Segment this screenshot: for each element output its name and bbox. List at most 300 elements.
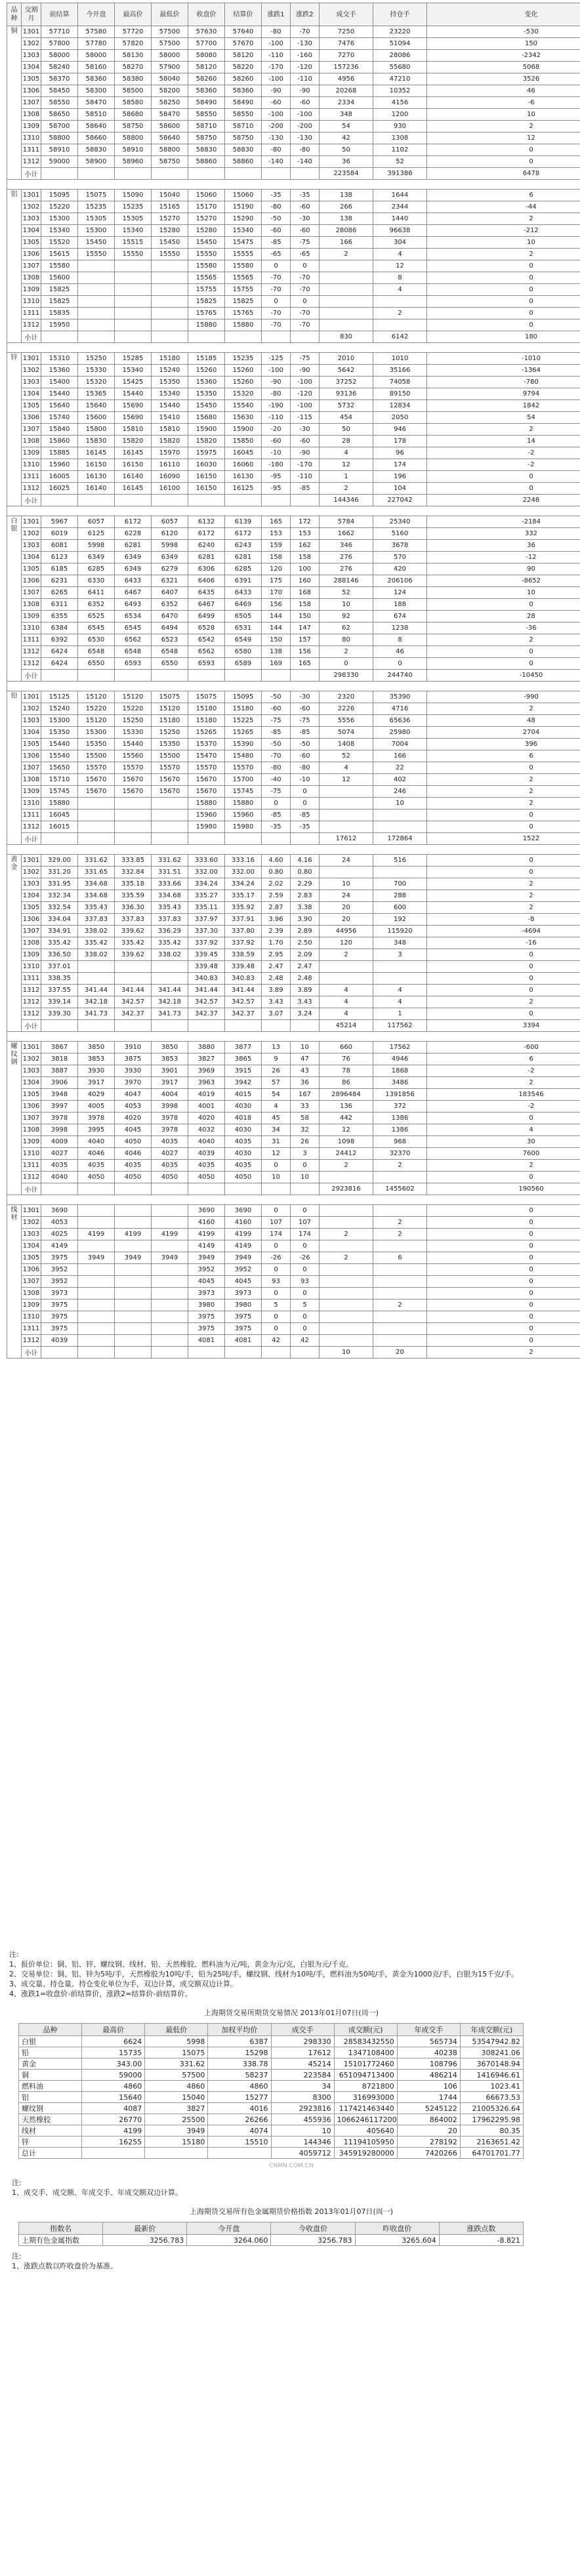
quote-cell: 4 xyxy=(320,996,373,1008)
quote-cell: 335.92 xyxy=(225,902,262,914)
quote-cell: 172 xyxy=(291,516,320,528)
quote-cell: 1312 xyxy=(22,483,41,495)
quote-row xyxy=(7,658,580,670)
quote-cell: 336.30 xyxy=(115,902,152,914)
quote-cell: 15170 xyxy=(188,201,225,213)
summary-cell: 黄金 xyxy=(19,2058,82,2070)
quote-cell: 342.18 xyxy=(78,996,115,1008)
quote-cell: 2.50 xyxy=(291,937,320,949)
quote-cell: 339.30 xyxy=(41,1008,78,1020)
summary-cell: 铜 xyxy=(19,2070,82,2081)
quote-cell: 10 xyxy=(427,237,580,249)
col-header: 收盘价 xyxy=(188,3,225,26)
quote-cell: 57 xyxy=(262,1077,291,1089)
summary-row xyxy=(19,2136,524,2148)
quote-cell xyxy=(115,973,152,985)
quote-cell: -200 xyxy=(262,121,291,133)
quote-cell: 32370 xyxy=(373,1148,427,1160)
quote-cell: -30 xyxy=(291,424,320,436)
quote-cell: 1307 xyxy=(22,926,41,937)
quote-cell: 4004 xyxy=(152,1089,188,1101)
quote-cell: 13 xyxy=(262,1042,291,1053)
quote-cell: 1305 xyxy=(22,739,41,750)
quote-cell: 5967 xyxy=(41,516,78,528)
quote-cell: 0 xyxy=(262,1323,291,1335)
quote-cell: 2334 xyxy=(320,97,373,109)
quote-cell xyxy=(115,809,152,821)
quote-cell: 0 xyxy=(427,483,580,495)
summary-cell: 3670148.94 xyxy=(460,2058,523,2070)
summary-row xyxy=(19,2092,524,2103)
quote-cell: 20 xyxy=(320,914,373,926)
quote-cell: 15350 xyxy=(188,388,225,400)
quote-cell: 16140 xyxy=(115,471,152,483)
quote-cell: 2.02 xyxy=(262,878,291,890)
quote-cell: 58080 xyxy=(188,50,225,62)
quote-cell: 333.16 xyxy=(225,855,262,867)
quote-row xyxy=(7,867,580,878)
quote-cell: -100 xyxy=(262,365,291,377)
quote-cell: 342.37 xyxy=(225,1008,262,1020)
quote-cell: 0 xyxy=(291,1264,320,1276)
quote-cell: 15350 xyxy=(152,739,188,750)
quote-cell: 89150 xyxy=(373,388,427,400)
quote-cell: 1312 xyxy=(22,658,41,670)
quote-cell: 15300 xyxy=(41,213,78,225)
quote-cell: 6470 xyxy=(152,611,188,623)
quote-cell: 1309 xyxy=(22,1299,41,1311)
summary-cell: 15510 xyxy=(208,2136,271,2148)
quote-cell: 15550 xyxy=(152,249,188,260)
quote-row xyxy=(7,50,580,62)
quote-cell: 3.96 xyxy=(262,914,291,926)
quote-cell: 2 xyxy=(373,1229,427,1240)
quote-cell: 4050 xyxy=(152,1172,188,1183)
quote-cell xyxy=(115,1335,152,1347)
summary-cell: 燃料油 xyxy=(19,2081,82,2092)
quote-cell: 15500 xyxy=(152,750,188,762)
quote-cell: 1303 xyxy=(22,1229,41,1240)
quote-cell: 372 xyxy=(373,1101,427,1113)
product-name: 铝 xyxy=(7,190,22,343)
quote-cell: 5556 xyxy=(320,715,373,727)
quote-row xyxy=(7,1089,580,1101)
quote-cell: 15580 xyxy=(41,260,78,272)
quote-cell: 4029 xyxy=(78,1089,115,1101)
quote-cell: -140 xyxy=(262,156,291,168)
quote-cell: 16025 xyxy=(41,483,78,495)
quote-row xyxy=(7,1042,580,1053)
quote-cell: 3978 xyxy=(152,1124,188,1136)
quote-cell: 1304 xyxy=(22,890,41,902)
subtotal-cell xyxy=(41,168,78,180)
quote-cell xyxy=(152,1288,188,1299)
quote-cell: -70 xyxy=(262,750,291,762)
quote-cell: 35166 xyxy=(373,365,427,377)
quote-cell: 15970 xyxy=(152,447,188,459)
quote-cell xyxy=(373,1172,427,1183)
quote-cell: 15180 xyxy=(152,715,188,727)
subtotal-row xyxy=(7,168,580,180)
quote-cell: 169 xyxy=(262,658,291,670)
quote-row xyxy=(7,213,580,225)
quote-cell: 57640 xyxy=(225,26,262,38)
quote-cell: 15270 xyxy=(188,213,225,225)
quote-cell: -100 xyxy=(291,400,320,412)
quote-cell: 4.16 xyxy=(291,855,320,867)
quote-cell: 266 xyxy=(320,201,373,213)
quote-cell: 0 xyxy=(291,1205,320,1217)
summary-cell: 8721800 xyxy=(334,2081,397,2092)
quote-cell: 48 xyxy=(427,715,580,727)
quote-cell: 2050 xyxy=(373,412,427,424)
quote-cell: 335.27 xyxy=(188,890,225,902)
summary-cell: 343.00 xyxy=(82,2058,145,2070)
quote-cell: 1304 xyxy=(22,727,41,739)
quote-cell: 6493 xyxy=(115,599,152,611)
quote-row xyxy=(7,1311,580,1323)
quote-row xyxy=(7,225,580,237)
quote-cell: 5784 xyxy=(320,516,373,528)
quote-cell: 1309 xyxy=(22,1136,41,1148)
quote-cell: 15185 xyxy=(188,353,225,365)
subtotal-cell xyxy=(78,833,115,845)
quote-row xyxy=(7,575,580,587)
summary-cell: 4059712 xyxy=(271,2148,334,2159)
quote-cell: 4 xyxy=(320,985,373,996)
summary-cell: 4860 xyxy=(82,2081,145,2092)
quote-cell: 1306 xyxy=(22,914,41,926)
quote-cell: 337.55 xyxy=(41,985,78,996)
quote-cell xyxy=(152,1264,188,1276)
quote-cell: 1307 xyxy=(22,97,41,109)
quote-cell: 15900 xyxy=(188,424,225,436)
quote-cell: 674 xyxy=(373,611,427,623)
quote-cell: 2 xyxy=(427,878,580,890)
quote-cell xyxy=(320,786,373,798)
quote-cell: 4081 xyxy=(225,1335,262,1347)
quote-cell: 1302 xyxy=(22,1217,41,1229)
subtotal-cell xyxy=(115,1347,152,1359)
quote-row xyxy=(7,365,580,377)
quote-cell: -2184 xyxy=(427,516,580,528)
quote-cell: 30 xyxy=(427,1136,580,1148)
quote-cell: 4946 xyxy=(373,1053,427,1065)
quote-cell xyxy=(320,1172,373,1183)
quote-cell: 1311 xyxy=(22,471,41,483)
quote-cell: 58240 xyxy=(41,62,78,73)
quote-cell: 1305 xyxy=(22,73,41,85)
quote-cell: 0 xyxy=(427,973,580,985)
index-cell: 3256.783 xyxy=(103,2235,187,2246)
subtotal-cell xyxy=(41,670,78,682)
quote-cell: 15755 xyxy=(225,284,262,296)
quote-cell: 58750 xyxy=(225,133,262,144)
quote-cell: 341.44 xyxy=(188,985,225,996)
quote-cell: 0 xyxy=(427,1335,580,1347)
summary-cell: 2923816 xyxy=(271,2103,334,2114)
quote-cell: 12 xyxy=(262,1148,291,1160)
quote-cell: 3867 xyxy=(41,1042,78,1053)
quote-cell: 10 xyxy=(320,878,373,890)
quote-cell xyxy=(78,319,115,331)
quote-row xyxy=(7,623,580,634)
quote-cell: 335.59 xyxy=(115,890,152,902)
quote-cell: 15700 xyxy=(225,774,262,786)
quote-cell: 0 xyxy=(427,961,580,973)
quote-cell: 6306 xyxy=(188,563,225,575)
quote-cell: 96 xyxy=(373,447,427,459)
quote-cell: 58860 xyxy=(225,156,262,168)
quote-cell: -60 xyxy=(262,436,291,447)
quote-cell: 1310 xyxy=(22,798,41,809)
quote-cell: 1302 xyxy=(22,1053,41,1065)
quote-cell: 16005 xyxy=(41,471,78,483)
quote-cell: 2 xyxy=(427,890,580,902)
quote-cell xyxy=(152,319,188,331)
quote-cell: -75 xyxy=(291,237,320,249)
quote-cell: 337.83 xyxy=(78,914,115,926)
quote-cell: -80 xyxy=(291,762,320,774)
subtotal-cell: 3394 xyxy=(427,1020,580,1032)
quote-cell: 3952 xyxy=(225,1264,262,1276)
quote-cell: 2.09 xyxy=(291,949,320,961)
quote-cell: 6530 xyxy=(78,634,115,646)
quote-cell: 15220 xyxy=(78,703,115,715)
quote-cell: 2.59 xyxy=(262,890,291,902)
quote-cell: 1302 xyxy=(22,201,41,213)
quote-cell: 16145 xyxy=(115,483,152,495)
summary-cell: 4860 xyxy=(145,2081,208,2092)
subtotal-cell xyxy=(41,1020,78,1032)
quote-cell: 3.90 xyxy=(291,914,320,926)
subtotal-cell xyxy=(41,833,78,845)
quote-row xyxy=(7,1299,580,1311)
quote-cell: 5 xyxy=(291,1299,320,1311)
quote-cell xyxy=(373,961,427,973)
quote-cell: 4035 xyxy=(115,1160,152,1172)
quote-cell: 335.42 xyxy=(78,937,115,949)
quote-cell xyxy=(373,1240,427,1252)
subtotal-cell xyxy=(262,168,291,180)
quote-row xyxy=(7,961,580,973)
quote-cell: 15360 xyxy=(41,365,78,377)
quote-cell: -90 xyxy=(262,377,291,388)
quote-cell: 3901 xyxy=(152,1065,188,1077)
quote-cell: -70 xyxy=(262,308,291,319)
quote-cell: 1305 xyxy=(22,1089,41,1101)
quote-cell: 946 xyxy=(373,424,427,436)
quote-cell: 28 xyxy=(320,436,373,447)
quote-cell: 92 xyxy=(320,611,373,623)
quote-row xyxy=(7,786,580,798)
quote-cell: 4035 xyxy=(152,1136,188,1148)
quote-cell: 104 xyxy=(373,483,427,495)
summary-cell: 2163651.42 xyxy=(460,2136,523,2148)
quote-cell: 52 xyxy=(320,587,373,599)
subtotal-cell xyxy=(262,1183,291,1195)
quote-cell: 4030 xyxy=(225,1101,262,1113)
quote-cell: 0 xyxy=(427,1288,580,1299)
futures-quote-table xyxy=(7,3,580,1359)
quote-cell: 2 xyxy=(373,1217,427,1229)
quote-cell: 1303 xyxy=(22,377,41,388)
quote-cell: 15075 xyxy=(78,190,115,201)
quote-row xyxy=(7,949,580,961)
quote-cell: 12834 xyxy=(373,400,427,412)
quote-cell: 4.60 xyxy=(262,855,291,867)
quote-cell: 28086 xyxy=(320,225,373,237)
quote-cell: 16150 xyxy=(188,471,225,483)
quote-row xyxy=(7,121,580,133)
quote-cell: 58360 xyxy=(78,73,115,85)
block-separator xyxy=(7,1195,580,1205)
quote-cell: 57500 xyxy=(152,26,188,38)
summary-col-header: 最高价 xyxy=(82,2024,145,2036)
quote-cell: 4032 xyxy=(188,1124,225,1136)
quote-cell: 1312 xyxy=(22,156,41,168)
quote-cell: 15300 xyxy=(78,225,115,237)
index-col-header: 今开盘 xyxy=(187,2222,271,2235)
quote-cell: 93136 xyxy=(320,388,373,400)
quote-cell: 1200 xyxy=(373,109,427,121)
separator-cell xyxy=(7,845,580,855)
quote-cell: 15425 xyxy=(115,377,152,388)
quote-cell: -130 xyxy=(291,133,320,144)
quote-cell: 1310 xyxy=(22,1148,41,1160)
quote-cell: 15670 xyxy=(115,786,152,798)
block-separator xyxy=(7,506,580,516)
quote-cell: 6548 xyxy=(115,646,152,658)
quote-cell: 58800 xyxy=(152,144,188,156)
quote-cell: -10 xyxy=(262,447,291,459)
block-separator xyxy=(7,180,580,190)
quote-cell: 6321 xyxy=(152,575,188,587)
quote-cell: 2704 xyxy=(427,727,580,739)
summary-cell: 108796 xyxy=(397,2058,460,2070)
quote-row xyxy=(7,319,580,331)
quote-cell: 15075 xyxy=(152,691,188,703)
summary-cell: 651094713400 xyxy=(334,2070,397,2081)
quote-cell xyxy=(78,809,115,821)
quote-cell: 165 xyxy=(262,516,291,528)
quote-cell: 0 xyxy=(262,1288,291,1299)
quote-cell: 341.44 xyxy=(152,985,188,996)
quote-row xyxy=(7,1008,580,1020)
quote-cell: -140 xyxy=(291,156,320,168)
quote-cell: 58800 xyxy=(115,133,152,144)
quote-cell: 15220 xyxy=(41,201,78,213)
quote-cell xyxy=(373,867,427,878)
quote-row xyxy=(7,996,580,1008)
quote-cell: 58 xyxy=(291,1113,320,1124)
quote-cell: 3975 xyxy=(225,1311,262,1323)
quote-cell xyxy=(78,1288,115,1299)
quote-cell: -100 xyxy=(262,73,291,85)
subtotal-cell: 144346 xyxy=(320,495,373,506)
quote-cell: 15800 xyxy=(78,424,115,436)
quote-cell: 58900 xyxy=(78,156,115,168)
quote-cell: 50 xyxy=(320,424,373,436)
quote-cell xyxy=(78,1299,115,1311)
subtotal-cell xyxy=(152,1347,188,1359)
quote-cell: 346 xyxy=(320,540,373,552)
quote-cell xyxy=(152,260,188,272)
summary-cell: 21005326.64 xyxy=(460,2103,523,2114)
quote-cell: 1309 xyxy=(22,611,41,623)
quote-cell: 6593 xyxy=(115,658,152,670)
quote-cell xyxy=(320,1264,373,1276)
quote-row xyxy=(7,1229,580,1240)
quote-cell: 58470 xyxy=(152,109,188,121)
quote-cell: 15570 xyxy=(78,762,115,774)
quote-cell: 15820 xyxy=(188,436,225,447)
subtotal-cell xyxy=(115,1183,152,1195)
quote-cell: 1306 xyxy=(22,750,41,762)
quote-cell: 1309 xyxy=(22,121,41,133)
quote-cell: 15450 xyxy=(152,237,188,249)
quote-row xyxy=(7,1101,580,1113)
quote-cell: 15125 xyxy=(41,691,78,703)
quote-cell: 36 xyxy=(320,156,373,168)
quote-cell: 6469 xyxy=(225,599,262,611)
quote-cell: 58160 xyxy=(78,62,115,73)
quote-cell: 1309 xyxy=(22,284,41,296)
quote-cell: 28086 xyxy=(373,50,427,62)
quote-cell: 0 xyxy=(262,1160,291,1172)
quote-cell: 339.62 xyxy=(115,926,152,937)
subtotal-cell: 17612 xyxy=(320,833,373,845)
quote-cell: -50 xyxy=(262,739,291,750)
quote-cell: 3915 xyxy=(225,1065,262,1077)
summary-cell: 223584 xyxy=(271,2070,334,2081)
quote-cell: 166 xyxy=(320,237,373,249)
quote-cell: 15340 xyxy=(225,225,262,237)
quote-cell: 246 xyxy=(373,786,427,798)
quote-cell xyxy=(115,1311,152,1323)
quote-cell: 4 xyxy=(373,996,427,1008)
quote-cell xyxy=(373,1264,427,1276)
quote-cell: 4027 xyxy=(152,1148,188,1160)
quote-cell: 334.24 xyxy=(188,878,225,890)
quote-cell: 342.37 xyxy=(188,1008,225,1020)
quote-cell: 15570 xyxy=(225,762,262,774)
quote-row xyxy=(7,599,580,611)
quote-cell: 3.38 xyxy=(291,902,320,914)
quote-cell: 15680 xyxy=(188,412,225,424)
quote-cell xyxy=(78,260,115,272)
quote-cell: 1308 xyxy=(22,436,41,447)
quote-row xyxy=(7,762,580,774)
quote-cell: 15340 xyxy=(41,225,78,237)
quote-cell: 9794 xyxy=(427,388,580,400)
quote-cell: 3980 xyxy=(225,1299,262,1311)
quote-cell xyxy=(115,1288,152,1299)
quote-cell: -1364 xyxy=(427,365,580,377)
quote-cell: 4030 xyxy=(225,1124,262,1136)
quote-cell: 1301 xyxy=(22,1205,41,1217)
quote-cell: 1305 xyxy=(22,902,41,914)
quote-cell: 4035 xyxy=(225,1136,262,1148)
quote-row xyxy=(7,260,580,272)
quote-cell: 157 xyxy=(291,634,320,646)
quote-cell: 58830 xyxy=(188,144,225,156)
quote-row xyxy=(7,471,580,483)
quote-cell xyxy=(152,308,188,319)
quote-cell: 4025 xyxy=(41,1229,78,1240)
quote-cell: 57780 xyxy=(78,38,115,50)
quote-cell: 58550 xyxy=(41,97,78,109)
